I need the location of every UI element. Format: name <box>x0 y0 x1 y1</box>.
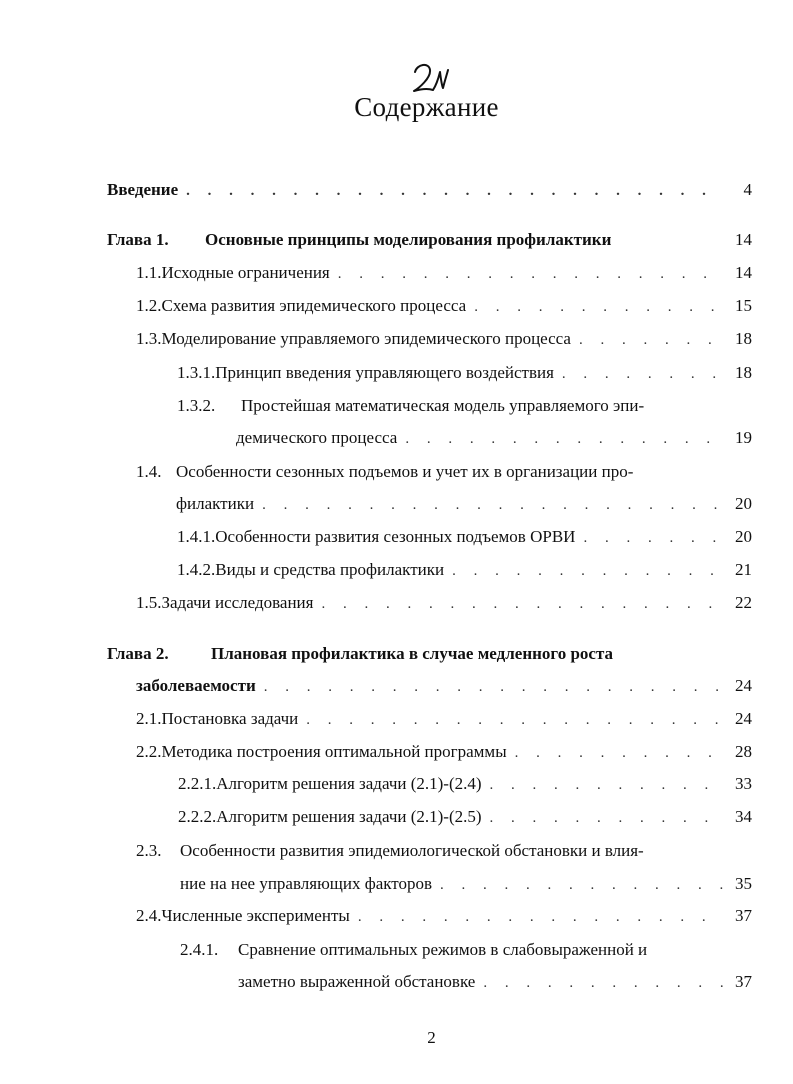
toc-entry-number: 1.4.2. <box>177 560 216 579</box>
toc-entry-number: 1.4.1. <box>177 527 216 546</box>
toc-entry-number: 2.1. <box>136 709 162 728</box>
toc-entry-text: Алгоритм решения задачи (2.1)-(2.4) <box>216 774 482 793</box>
toc-entry-text: Сравнение оптимальных режимов в слабовыраженной и <box>238 940 648 959</box>
toc-entry-1-3-2[interactable] <box>177 395 752 417</box>
toc-page-number: 24 <box>735 709 752 728</box>
toc-entry-number: 2.2. <box>136 742 162 761</box>
handwritten-page-mark <box>409 60 449 96</box>
toc-entry-text: Принцип введения управляющего воздействия <box>215 363 554 382</box>
dot-leader <box>474 296 724 318</box>
dot-leader <box>490 807 724 829</box>
toc-entry-number: 2.2.2. <box>178 807 217 826</box>
toc-page-number: 18 <box>735 329 752 348</box>
toc-entry-text: Особенности сезонных подъемов и учет их в организации про- <box>176 462 634 481</box>
toc-entry-text: Особенности развития эпидемиологической обстановки и влия- <box>180 841 644 860</box>
toc-entry-1-3[interactable] <box>136 328 752 351</box>
toc-entry-text: Введение <box>107 180 179 199</box>
dot-leader <box>262 494 724 516</box>
toc-entry-text: Моделирование управляемого эпидемического процесса <box>161 329 571 348</box>
toc-entry-2-4-1-continued[interactable] <box>238 971 752 994</box>
toc-entry-text: Исходные ограничения <box>161 263 330 282</box>
toc-entry-number: 1.3.1. <box>177 363 216 382</box>
toc-entry-1-1[interactable] <box>136 262 752 285</box>
dot-leader <box>321 593 724 615</box>
page-title: Содержание <box>354 92 499 122</box>
dot-leader <box>338 263 724 285</box>
toc-entry-text-continued: демического процесса <box>236 428 398 447</box>
toc-entry-number: 2.4.1. <box>180 940 219 959</box>
toc-entry-chapter-2[interactable] <box>107 643 752 665</box>
dot-leader <box>440 874 724 896</box>
toc-entry-text-continued: ние на нее управляющих факторов <box>180 874 433 893</box>
toc-page-number: 21 <box>735 560 752 579</box>
toc-entry-2-4-1[interactable] <box>180 939 752 961</box>
toc-entry-2-3[interactable] <box>136 840 752 862</box>
toc-page-number: 14 <box>735 263 752 282</box>
toc-entry-number: Глава 1. <box>107 230 169 249</box>
toc-entry-1-2[interactable] <box>136 295 752 318</box>
dot-leader <box>405 428 724 450</box>
toc-entry-text: Основные принципы моделирования профилактики <box>205 230 612 249</box>
toc-entry-text: Задачи исследования <box>161 593 314 612</box>
toc-entry-2-2-1[interactable] <box>178 773 752 796</box>
toc-entry-2-1[interactable] <box>136 708 752 731</box>
toc-entry-text-continued: филактики <box>176 494 255 513</box>
toc-page-number: 37 <box>735 906 752 925</box>
toc-entry-number: 1.2. <box>136 296 162 315</box>
page-number: 2 <box>427 1028 436 1047</box>
toc-entry-1-3-2-continued[interactable] <box>236 427 752 450</box>
toc-entry-1-3-1[interactable] <box>177 362 752 385</box>
toc-entry-text: Простейшая математическая модель управляемого эпи- <box>241 396 645 415</box>
toc-page-number: 19 <box>735 428 752 447</box>
toc-entry-text: Схема развития эпидемического процесса <box>161 296 467 315</box>
toc-entry-text: Постановка задачи <box>161 709 299 728</box>
toc-entry-chapter-2-continued[interactable] <box>136 675 752 698</box>
toc-page-number: 18 <box>735 363 752 382</box>
toc-entry-1-5[interactable] <box>136 592 752 615</box>
toc-page-number: 15 <box>735 296 752 315</box>
toc-entry-number: 1.1. <box>136 263 162 282</box>
dot-leader <box>490 774 724 796</box>
toc-page-number: 14 <box>735 230 752 249</box>
toc-page-number: 20 <box>735 527 752 546</box>
toc-entry-text: Особенности развития сезонных подъемов ОРВИ <box>215 527 576 546</box>
toc-entry-text: Алгоритм решения задачи (2.1)-(2.5) <box>216 807 482 826</box>
toc-page-number: 28 <box>735 742 752 761</box>
toc-page-number: 34 <box>735 807 752 826</box>
toc-entry-2-3-continued[interactable] <box>180 873 752 896</box>
toc-entry-number: 1.3. <box>136 329 162 348</box>
toc-entry-2-2-2[interactable] <box>178 806 752 829</box>
toc-entry-number: 1.3.2. <box>177 396 216 415</box>
dot-leader <box>483 972 724 994</box>
dot-leader <box>515 742 724 764</box>
toc-page-number: 24 <box>735 676 752 695</box>
toc-entry-1-4-2[interactable] <box>177 559 752 582</box>
toc-page-number: 20 <box>735 494 752 513</box>
toc-entry-number: 2.3. <box>136 841 162 860</box>
toc-entry-number: 1.5. <box>136 593 162 612</box>
toc-page-number: 37 <box>735 972 752 991</box>
toc-entry-number: 1.4. <box>136 462 162 481</box>
toc-entry-2-4[interactable] <box>136 905 752 928</box>
toc-page-number: 35 <box>735 874 752 893</box>
toc-entry-text: Виды и средства профилактики <box>215 560 445 579</box>
toc-page-number: 4 <box>743 180 752 199</box>
toc-entry-text-continued: заметно выраженной обстановке <box>238 972 476 991</box>
toc-entry-1-4-continued[interactable] <box>176 493 752 516</box>
dot-leader <box>264 676 724 698</box>
toc-entry-introduction[interactable] <box>107 179 752 202</box>
toc-entry-number: 2.4. <box>136 906 162 925</box>
dot-leader <box>579 329 724 351</box>
toc-entry-text: Методика построения оптимальной программы <box>161 742 507 761</box>
dot-leader <box>358 906 724 928</box>
toc-entry-text: Плановая профилактика в случае медленного роста <box>211 644 614 663</box>
toc-entry-chapter-1[interactable] <box>107 229 752 251</box>
toc-entry-1-4-1[interactable] <box>177 526 752 549</box>
toc-entry-text-continued: заболеваемости <box>136 676 256 695</box>
toc-entry-number: Глава 2. <box>107 644 169 663</box>
dot-leader <box>583 527 724 549</box>
toc-page-number: 33 <box>735 774 752 793</box>
dot-leader <box>306 709 724 731</box>
dot-leader <box>452 560 724 582</box>
toc-page-number: 22 <box>735 593 752 612</box>
toc-entry-text: Численные эксперименты <box>161 906 350 925</box>
dot-leader <box>186 180 724 202</box>
toc-entry-1-4[interactable] <box>136 461 752 483</box>
dot-leader <box>562 363 724 385</box>
toc-entry-number: 2.2.1. <box>178 774 217 793</box>
toc-entry-2-2[interactable] <box>136 741 752 764</box>
